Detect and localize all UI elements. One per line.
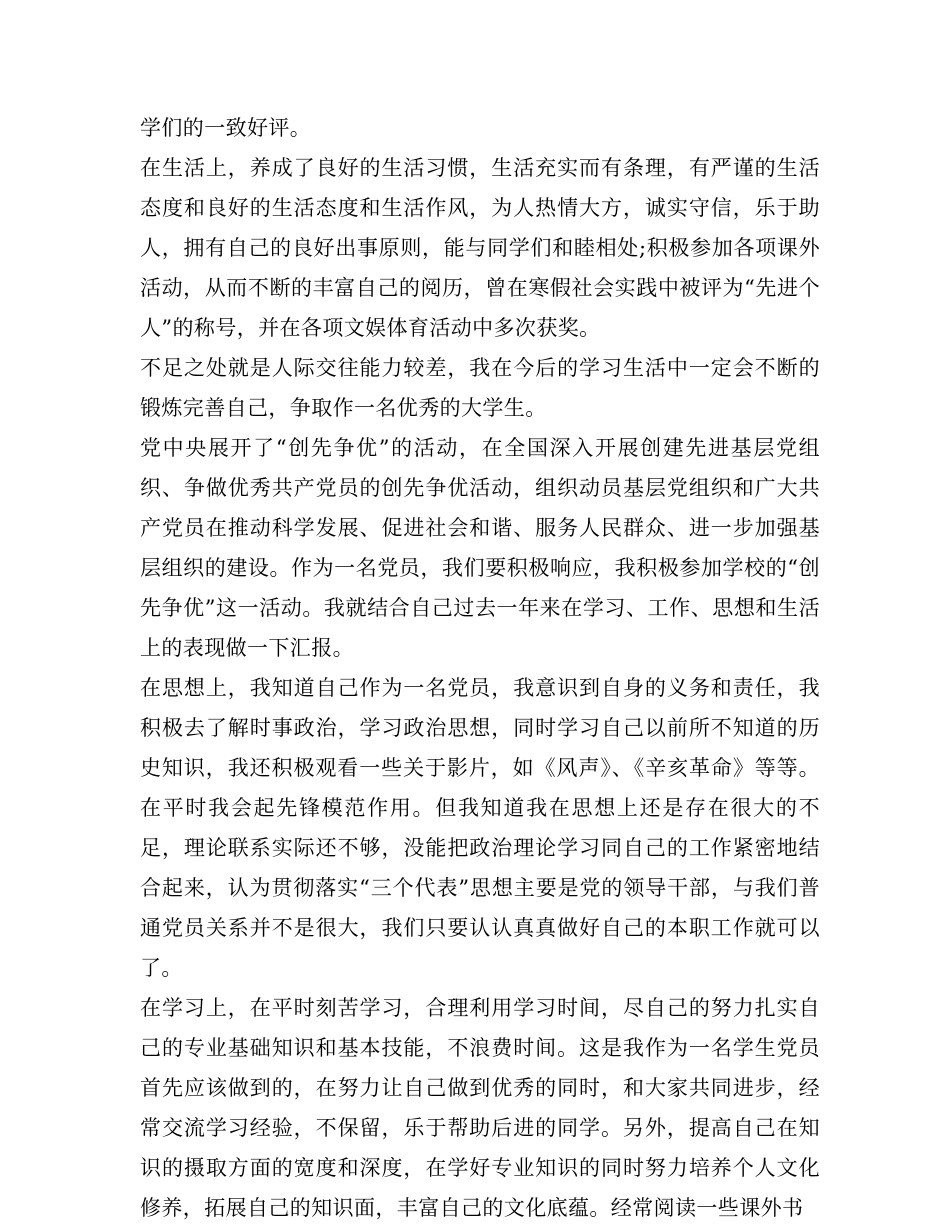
paragraph-closing-praise: 学们的一致好评。 xyxy=(140,116,312,140)
paragraph-shortcomings: 不足之处就是人际交往能力较差，我在今后的学习生活中一定会不断的锻炼完善自己，争取作一名优秀的大学生。 xyxy=(140,356,820,420)
document-body xyxy=(140,108,820,1228)
paragraph-excellence-campaign: 党中央展开了“创先争优”的活动，在全国深入开展创建先进基层党组织、争做优秀共产党员的创先争优活动，组织动员基层党组织和广大共产党员在推动科学发展、促进社会和谐、服务人民群众、进一步加强基层组织的建设。作为一名党员，我们要积极响应，我积极参加学校的“创先争优”这一活动。我就结合自己过去一年来在学习、工作、思想和生活上的表现做一下汇报。 xyxy=(140,436,820,660)
paragraph-study: 在学习上，在平时刻苦学习，合理利用学习时间，尽自己的努力扎实自己的专业基础知识和基本技能，不浪费时间。这是我作为一名学生党员首先应该做到的，在努力让自己做到优秀的同时，和大家共同进步，经常交流学习经验，不保留，乐于帮助后进的同学。另外，提高自己在知识的摄取方面的宽度和深度，在学好专业知识的同时努力培养个人文化修养，拓展自己的知识面，丰富自己的文化底蕴。经常阅读一些课外书 xyxy=(140,996,820,1220)
paragraph-life: 在生活上，养成了良好的生活习惯，生活充实而有条理，有严谨的生活态度和良好的生活态度和生活作风，为人热情大方，诚实守信，乐于助人，拥有自己的良好出事原则，能与同学们和睦相处;积极参加各项课外活动，从而不断的丰富自己的阅历，曾在寒假社会实践中被评为“先进个人”的称号，并在各项文娱体育活动中多次获奖。 xyxy=(140,156,820,340)
paragraph-ideology: 在思想上，我知道自己作为一名党员，我意识到自身的义务和责任，我积极去了解时事政治，学习政治思想，同时学习自己以前所不知道的历史知识，我还积极观看一些关于影片，如《风声》、《辛亥革命》等等。在平时我会起先锋模范作用。但我知道我在思想上还是存在很大的不足，理论联系实际还不够，没能把政治理论学习同自己的工作紧密地结合起来，认为贯彻落实“三个代表”思想主要是党的领导干部，与我们普通党员关系并不是很大，我们只要认认真真做好自己的本职工作就可以了。 xyxy=(140,676,820,980)
